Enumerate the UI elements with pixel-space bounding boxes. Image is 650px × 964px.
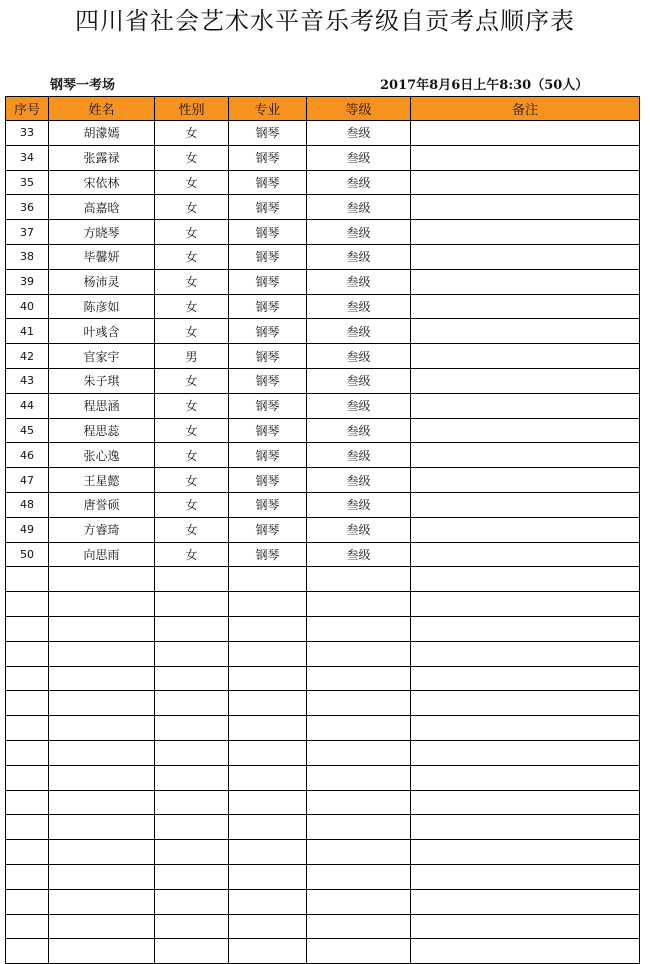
- major-cell: 钢琴: [229, 195, 307, 220]
- remarks-cell: [411, 517, 640, 542]
- grade-cell: 叁级: [307, 195, 411, 220]
- name-cell: [49, 740, 155, 765]
- grade-cell: [307, 939, 411, 964]
- remarks-cell: [411, 269, 640, 294]
- grade-cell: [307, 567, 411, 592]
- remarks-cell: [411, 889, 640, 914]
- grade-cell: [307, 840, 411, 865]
- seq-no-cell: [6, 939, 49, 964]
- name-cell: 程思蕊: [49, 418, 155, 443]
- remarks-cell: [411, 294, 640, 319]
- seq-no-cell: 47: [6, 468, 49, 493]
- major-cell: [229, 716, 307, 741]
- seq-no-cell: 40: [6, 294, 49, 319]
- gender-cell: 女: [155, 418, 229, 443]
- remarks-cell: [411, 815, 640, 840]
- table-row: [6, 765, 640, 790]
- major-cell: [229, 790, 307, 815]
- major-cell: [229, 914, 307, 939]
- grade-cell: [307, 914, 411, 939]
- major-cell: 钢琴: [229, 220, 307, 245]
- table-row: [6, 294, 640, 319]
- remarks-cell: [411, 542, 640, 567]
- seq-no-cell: [6, 567, 49, 592]
- gender-cell: [155, 691, 229, 716]
- name-cell: 杨沛灵: [49, 269, 155, 294]
- name-cell: [49, 592, 155, 617]
- name-cell: 毕馨妍: [49, 244, 155, 269]
- header-gender: 性别: [155, 97, 229, 121]
- gender-cell: [155, 592, 229, 617]
- grade-cell: 叁级: [307, 468, 411, 493]
- seq-no-cell: 48: [6, 492, 49, 517]
- remarks-cell: [411, 319, 640, 344]
- remarks-cell: [411, 567, 640, 592]
- grade-cell: 叁级: [307, 294, 411, 319]
- major-cell: 钢琴: [229, 393, 307, 418]
- grade-cell: [307, 740, 411, 765]
- seq-no-cell: 38: [6, 244, 49, 269]
- remarks-cell: [411, 170, 640, 195]
- major-cell: 钢琴: [229, 145, 307, 170]
- seq-no-cell: [6, 666, 49, 691]
- grade-cell: 叁级: [307, 517, 411, 542]
- major-cell: 钢琴: [229, 368, 307, 393]
- seq-no-cell: 34: [6, 145, 49, 170]
- table-row: [6, 815, 640, 840]
- major-cell: [229, 567, 307, 592]
- gender-cell: 女: [155, 492, 229, 517]
- name-cell: [49, 889, 155, 914]
- name-cell: 唐誉硕: [49, 492, 155, 517]
- grade-cell: [307, 616, 411, 641]
- name-cell: 张露禄: [49, 145, 155, 170]
- remarks-cell: [411, 195, 640, 220]
- table-row: [6, 691, 640, 716]
- grade-cell: 叁级: [307, 492, 411, 517]
- major-cell: [229, 815, 307, 840]
- major-cell: [229, 939, 307, 964]
- table-row: [6, 195, 640, 220]
- name-cell: [49, 914, 155, 939]
- seq-no-cell: [6, 641, 49, 666]
- seq-no-cell: [6, 691, 49, 716]
- remarks-cell: [411, 244, 640, 269]
- table-row: [6, 914, 640, 939]
- table-row: [6, 616, 640, 641]
- table-row: [6, 790, 640, 815]
- grade-cell: 叁级: [307, 542, 411, 567]
- remarks-cell: [411, 914, 640, 939]
- table-row: [6, 542, 640, 567]
- grade-cell: 叁级: [307, 368, 411, 393]
- remarks-cell: [411, 468, 640, 493]
- grade-cell: 叁级: [307, 121, 411, 146]
- seq-no-cell: 35: [6, 170, 49, 195]
- table-header-row: [6, 97, 640, 121]
- seq-no-cell: 49: [6, 517, 49, 542]
- major-cell: 钢琴: [229, 542, 307, 567]
- gender-cell: 男: [155, 344, 229, 369]
- gender-cell: 女: [155, 121, 229, 146]
- name-cell: 官家宇: [49, 344, 155, 369]
- seq-no-cell: [6, 765, 49, 790]
- major-cell: 钢琴: [229, 244, 307, 269]
- table-row: [6, 740, 640, 765]
- name-cell: 胡濛嫣: [49, 121, 155, 146]
- major-cell: [229, 864, 307, 889]
- seq-no-cell: [6, 716, 49, 741]
- seq-no-cell: [6, 914, 49, 939]
- gender-cell: [155, 939, 229, 964]
- major-cell: 钢琴: [229, 418, 307, 443]
- table-row: [6, 344, 640, 369]
- table-row: [6, 889, 640, 914]
- exam-datetime-label: 2017年8月6日上午8:30（50人）: [380, 78, 589, 93]
- seq-no-cell: 45: [6, 418, 49, 443]
- major-cell: [229, 616, 307, 641]
- name-cell: 向思雨: [49, 542, 155, 567]
- name-cell: [49, 840, 155, 865]
- remarks-cell: [411, 592, 640, 617]
- remarks-cell: [411, 790, 640, 815]
- major-cell: 钢琴: [229, 492, 307, 517]
- grade-cell: 叁级: [307, 269, 411, 294]
- header-major: 专业: [229, 97, 307, 121]
- seq-no-cell: [6, 592, 49, 617]
- gender-cell: 女: [155, 294, 229, 319]
- gender-cell: [155, 716, 229, 741]
- name-cell: [49, 939, 155, 964]
- grade-cell: [307, 691, 411, 716]
- remarks-cell: [411, 220, 640, 245]
- table-row: [6, 220, 640, 245]
- remarks-cell: [411, 840, 640, 865]
- name-cell: [49, 790, 155, 815]
- major-cell: [229, 840, 307, 865]
- gender-cell: [155, 641, 229, 666]
- gender-cell: [155, 790, 229, 815]
- seq-no-cell: 44: [6, 393, 49, 418]
- table-body: [6, 121, 640, 964]
- gender-cell: [155, 740, 229, 765]
- table-row: [6, 418, 640, 443]
- major-cell: [229, 740, 307, 765]
- remarks-cell: [411, 616, 640, 641]
- remarks-cell: [411, 121, 640, 146]
- table-row: [6, 170, 640, 195]
- table-row: [6, 666, 640, 691]
- table-row: [6, 567, 640, 592]
- grade-cell: [307, 716, 411, 741]
- table-row: [6, 145, 640, 170]
- name-cell: 程思涵: [49, 393, 155, 418]
- grade-cell: [307, 666, 411, 691]
- table-row: [6, 716, 640, 741]
- seq-no-cell: [6, 840, 49, 865]
- table-row: [6, 840, 640, 865]
- seq-no-cell: 41: [6, 319, 49, 344]
- remarks-cell: [411, 864, 640, 889]
- remarks-cell: [411, 716, 640, 741]
- grade-cell: 叁级: [307, 443, 411, 468]
- exam-venue-label: 钢琴一考场: [50, 78, 116, 93]
- remarks-cell: [411, 418, 640, 443]
- table-row: [6, 121, 640, 146]
- remarks-cell: [411, 641, 640, 666]
- name-cell: [49, 641, 155, 666]
- gender-cell: 女: [155, 145, 229, 170]
- seq-no-cell: [6, 815, 49, 840]
- gender-cell: 女: [155, 443, 229, 468]
- gender-cell: 女: [155, 220, 229, 245]
- name-cell: 叶彧含: [49, 319, 155, 344]
- seq-no-cell: 33: [6, 121, 49, 146]
- name-cell: [49, 691, 155, 716]
- gender-cell: [155, 815, 229, 840]
- grade-cell: [307, 765, 411, 790]
- grade-cell: 叁级: [307, 418, 411, 443]
- grade-cell: 叁级: [307, 220, 411, 245]
- gender-cell: 女: [155, 319, 229, 344]
- table-row: [6, 368, 640, 393]
- grade-cell: [307, 592, 411, 617]
- table-row: [6, 592, 640, 617]
- seq-no-cell: 46: [6, 443, 49, 468]
- seq-no-cell: 42: [6, 344, 49, 369]
- major-cell: [229, 641, 307, 666]
- major-cell: 钢琴: [229, 344, 307, 369]
- gender-cell: 女: [155, 517, 229, 542]
- name-cell: 宋依林: [49, 170, 155, 195]
- seq-no-cell: 39: [6, 269, 49, 294]
- name-cell: [49, 666, 155, 691]
- gender-cell: [155, 765, 229, 790]
- table-row: [6, 269, 640, 294]
- remarks-cell: [411, 443, 640, 468]
- seq-no-cell: [6, 790, 49, 815]
- major-cell: 钢琴: [229, 319, 307, 344]
- major-cell: [229, 666, 307, 691]
- gender-cell: [155, 567, 229, 592]
- table-row: [6, 443, 640, 468]
- grade-cell: 叁级: [307, 244, 411, 269]
- name-cell: 朱子琪: [49, 368, 155, 393]
- gender-cell: 女: [155, 269, 229, 294]
- grade-cell: [307, 815, 411, 840]
- major-cell: [229, 691, 307, 716]
- table-row: [6, 492, 640, 517]
- table-row: [6, 939, 640, 964]
- grade-cell: 叁级: [307, 344, 411, 369]
- header-grade: 等级: [307, 97, 411, 121]
- name-cell: 王星懿: [49, 468, 155, 493]
- major-cell: [229, 889, 307, 914]
- header-remarks: 备注: [411, 97, 640, 121]
- major-cell: 钢琴: [229, 170, 307, 195]
- grade-cell: 叁级: [307, 170, 411, 195]
- gender-cell: 女: [155, 170, 229, 195]
- name-cell: 张心逸: [49, 443, 155, 468]
- remarks-cell: [411, 492, 640, 517]
- gender-cell: [155, 840, 229, 865]
- table-row: [6, 319, 640, 344]
- name-cell: [49, 765, 155, 790]
- grade-cell: 叁级: [307, 145, 411, 170]
- grade-cell: [307, 790, 411, 815]
- gender-cell: [155, 889, 229, 914]
- major-cell: 钢琴: [229, 468, 307, 493]
- seq-no-cell: [6, 889, 49, 914]
- grade-cell: [307, 864, 411, 889]
- gender-cell: [155, 864, 229, 889]
- name-cell: 陈彦如: [49, 294, 155, 319]
- table-row: [6, 244, 640, 269]
- name-cell: [49, 864, 155, 889]
- gender-cell: 女: [155, 542, 229, 567]
- gender-cell: [155, 616, 229, 641]
- remarks-cell: [411, 765, 640, 790]
- gender-cell: 女: [155, 195, 229, 220]
- gender-cell: 女: [155, 368, 229, 393]
- name-cell: 高嘉晗: [49, 195, 155, 220]
- grade-cell: 叁级: [307, 393, 411, 418]
- gender-cell: [155, 666, 229, 691]
- name-cell: 方睿琦: [49, 517, 155, 542]
- remarks-cell: [411, 344, 640, 369]
- seq-no-cell: 36: [6, 195, 49, 220]
- table-row: [6, 393, 640, 418]
- seq-no-cell: [6, 616, 49, 641]
- grade-cell: [307, 641, 411, 666]
- seq-no-cell: 50: [6, 542, 49, 567]
- header-seq-no: 序号: [6, 97, 49, 121]
- remarks-cell: [411, 393, 640, 418]
- major-cell: 钢琴: [229, 517, 307, 542]
- table-row: [6, 517, 640, 542]
- grade-cell: [307, 889, 411, 914]
- remarks-cell: [411, 368, 640, 393]
- major-cell: 钢琴: [229, 121, 307, 146]
- seq-no-cell: 43: [6, 368, 49, 393]
- exam-order-table: [5, 96, 640, 964]
- document-title: 四川省社会艺术水平音乐考级自贡考点顺序表: [75, 7, 575, 35]
- gender-cell: [155, 914, 229, 939]
- grade-cell: 叁级: [307, 319, 411, 344]
- gender-cell: 女: [155, 393, 229, 418]
- remarks-cell: [411, 666, 640, 691]
- name-cell: 方晓琴: [49, 220, 155, 245]
- name-cell: [49, 567, 155, 592]
- major-cell: [229, 592, 307, 617]
- remarks-cell: [411, 691, 640, 716]
- name-cell: [49, 716, 155, 741]
- seq-no-cell: [6, 864, 49, 889]
- remarks-cell: [411, 145, 640, 170]
- table-row: [6, 641, 640, 666]
- major-cell: 钢琴: [229, 269, 307, 294]
- name-cell: [49, 616, 155, 641]
- major-cell: [229, 765, 307, 790]
- remarks-cell: [411, 740, 640, 765]
- name-cell: [49, 815, 155, 840]
- header-name: 姓名: [49, 97, 155, 121]
- remarks-cell: [411, 939, 640, 964]
- table-row: [6, 468, 640, 493]
- gender-cell: 女: [155, 468, 229, 493]
- gender-cell: 女: [155, 244, 229, 269]
- seq-no-cell: 37: [6, 220, 49, 245]
- major-cell: 钢琴: [229, 294, 307, 319]
- table-row: [6, 864, 640, 889]
- major-cell: 钢琴: [229, 443, 307, 468]
- seq-no-cell: [6, 740, 49, 765]
